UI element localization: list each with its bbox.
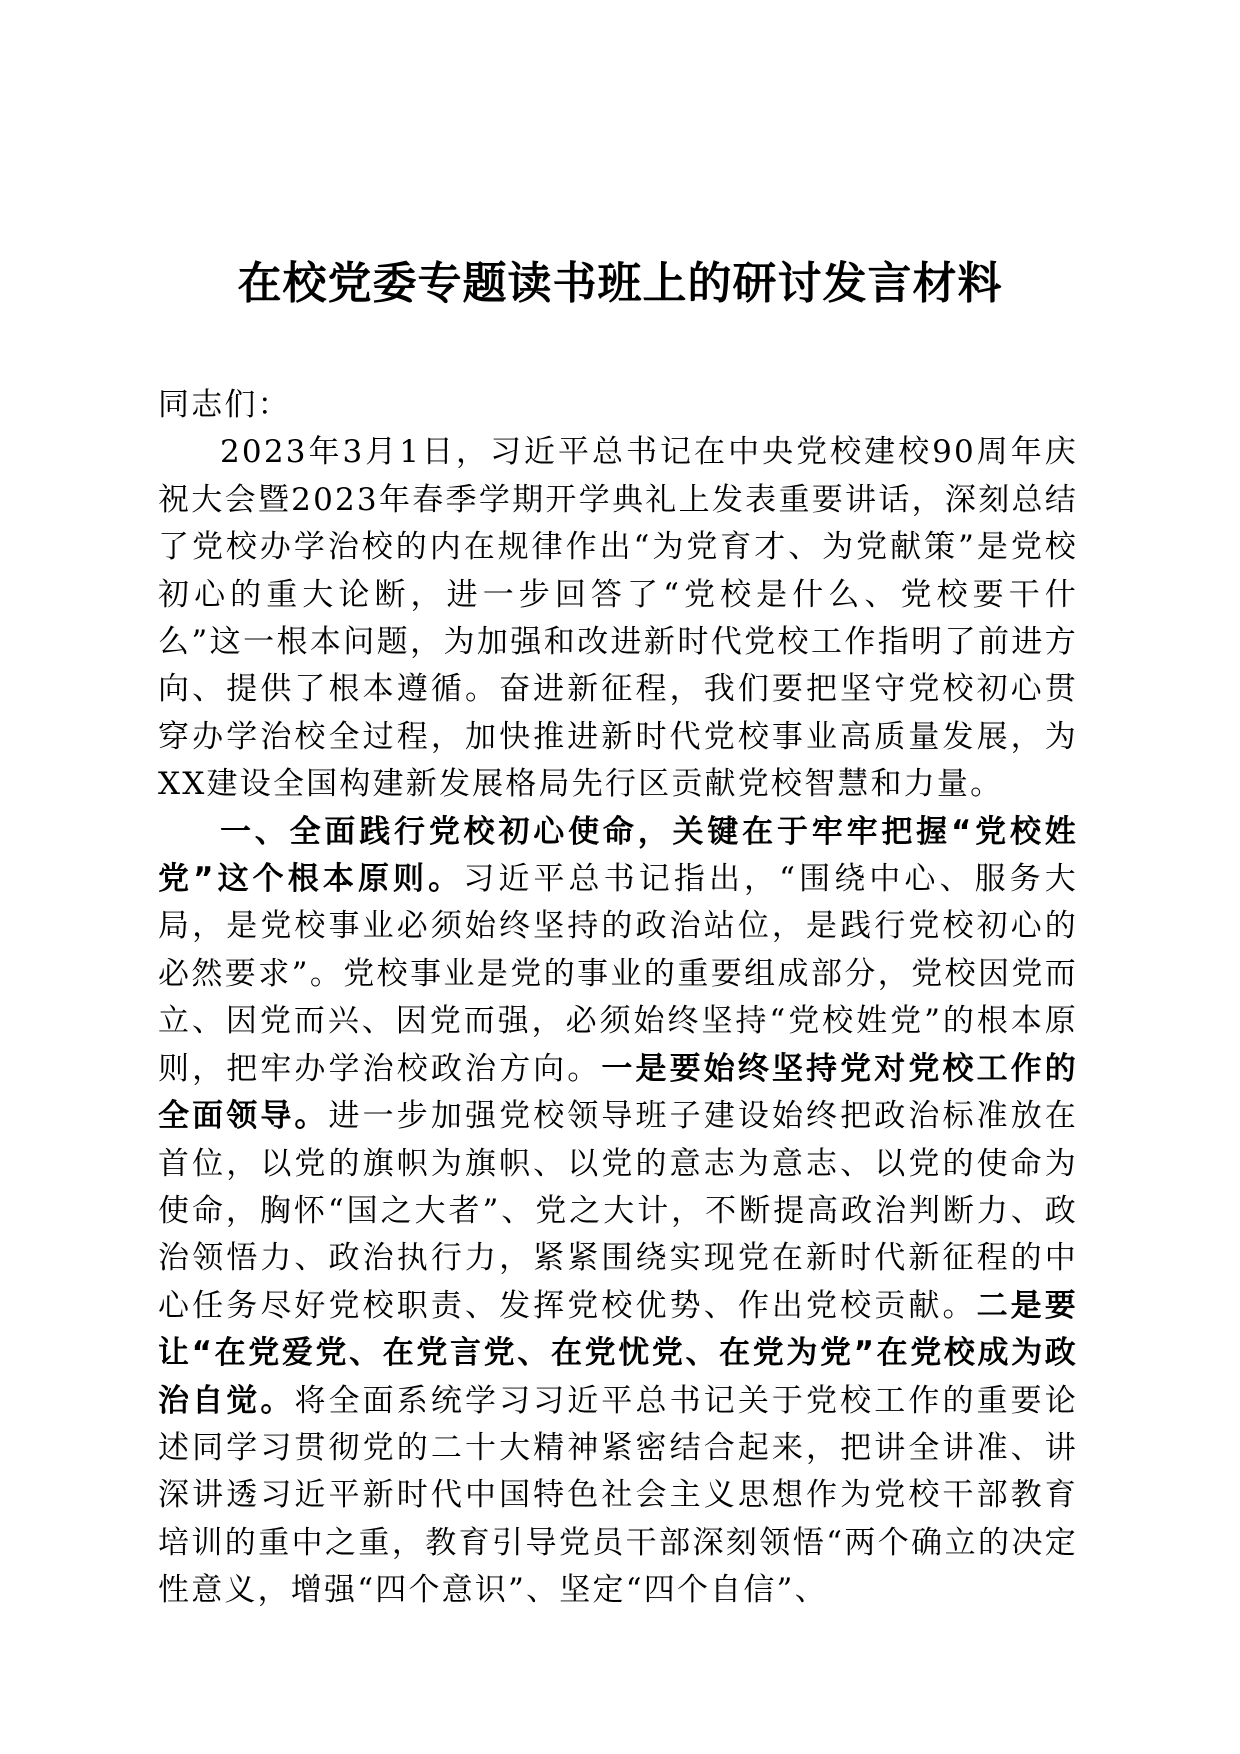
point-two-heading: 二是要让“在党爱党、在党言党、在党忧党、在党为党”在党校成为政治自觉。 [158, 1287, 1078, 1419]
salutation: 同志们： [158, 387, 291, 423]
section-text: 习近平总书记指出，“围绕中心、服务大局，是党校事业必须始终坚持的政治站位，是践行党校初心的必然要求”。党校事业是党的事业的重要组成部分，党校因党而立、因党而兴、因党而强，必须始终坚持“党校姓党”的根本原则，把牢办学治校政治方向。 [158, 861, 1078, 1087]
document-body [158, 382, 1078, 1615]
point-one-heading: 一是要始终坚持党对党校工作的全面领导。 [158, 1050, 1078, 1135]
paragraph-section-one [158, 809, 1078, 1615]
point-one-text: 进一步加强党校领导班子建设始终把政治标准放在首位，以党的旗帜为旗帜、以党的意志为意志、以党的使命为使命，胸怀“国之大者”、党之大计，不断提高政治判断力、政治领悟力、政治执行力，紧紧围绕实现党在新时代新征程的中心任务尽好党校职责、发挥党校优势、作出党校贡献。 [158, 1098, 1079, 1324]
point-two-text: 将全面系统学习习近平总书记关于党校工作的重要论述同学习贯彻党的二十大精神紧密结合起来，把讲全讲准、讲深讲透习近平新时代中国特色社会主义思想作为党校干部教育培训的重中之重，教育引导党员干部深刻领悟“两个确立的决定性意义，增强“四个意识”、坚定“四个自信”、 [158, 1382, 1078, 1609]
document-title: 在校党委专题读书班上的研讨发言材料 [237, 258, 1003, 309]
paragraph-intro: 2023年3月1日，习近平总书记在中央党校建校90周年庆祝大会暨2023年春季学期开学典礼上发表重要讲话，深刻总结了党校办学治校的内在规律作出“为党育才、为党献策”是党校初心的重大论断，进一步回答了“党校是什么、党校要干什么”这一根本问题，为加强和改进新时代党校工作指明了前进方向、提供了根本遵循。奋进新征程，我们要把坚守党校初心贯穿办学治校全过程，加快推进新时代党校事业高质量发展，为XX建设全国构建新发展格局先行区贡献党校智慧和力量。 [158, 434, 1078, 803]
section-heading: 一、全面践行党校初心使命，关键在于牢牢把握“党校姓党”这个根本原则。 [158, 813, 1078, 898]
